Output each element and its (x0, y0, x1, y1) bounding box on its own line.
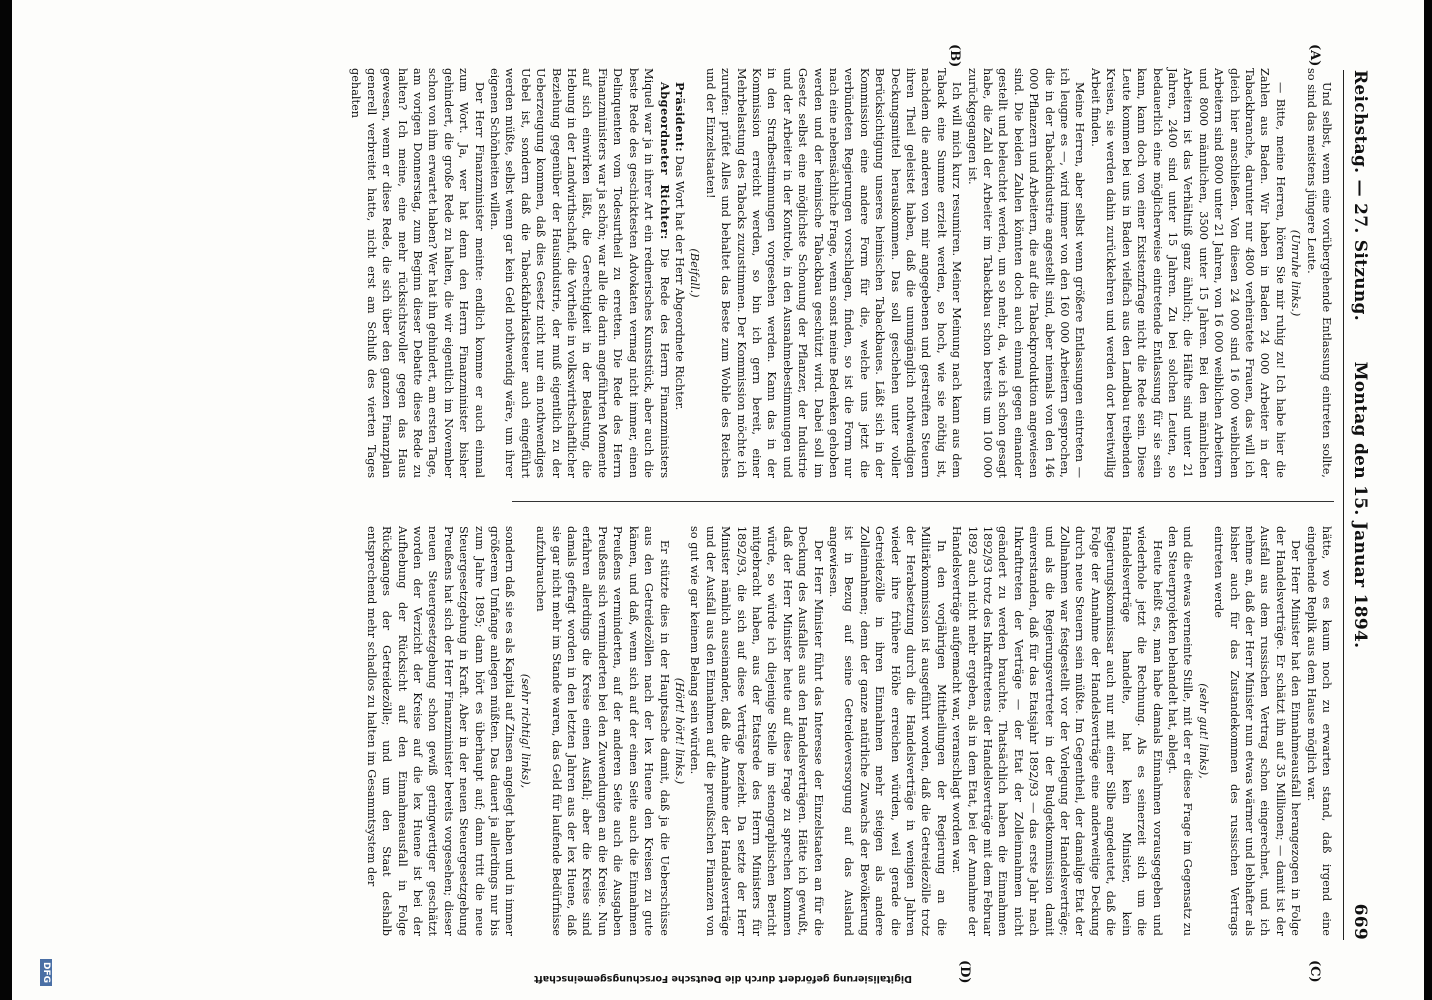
paragraph: Ich will mich kurz resumiren. Meiner Meinung nach kann aus dem Taback eine Summe erzielt werden, so hoch, wie sie nöthig ist, nachdem die anderen von mir angegebenen und gestreiften Steuern ihren Theil geleistet haben, daß die unumgänglich nothwendigen Deckungsmittel herauskommen. Das soll geschehen unter voller Berücksichtigung unseres heimischen Tabackbaues. Läßt sich in der Kommission eine andere Form für die, welche uns jetzt die verbündeten Regierungen vorschlagen, finden, so ist die Form nur nach eine nebensächliche Frage, wenn sonst meine Bedenken gehoben werden und der heimische Tabackbau geschützt wird. Dabei soll im Gesetz selbst eine möglichste Schonung der Pflanzer, der Industrie und der Arbeiter in der Kontrole, in den Ausnahmebestimmungen und in den Strafbestimmungen vorgesehen werden. Kann das in der Kommission erreicht werden, so bin ich gern bereit, einer Mehrbelastung des Tabacks zuzustimmen. Der Kommission möchte ich zurufen: prüfet Alles und behaltet das Beste zum Wohle des Reiches und der Einzelstaaten! (703, 68, 964, 478)
margin-label-a: (A) (1307, 44, 1322, 67)
paragraph: Meine Herren, aber selbst wenn größere Entlassungen eintreten — ich leugne es —, wird immer von den 160 000 Arbeitern gesprochen, die in der Tabackindustrie angestellt sind, aber niemals von den 146 000 Pflanzern und Arbeitern, die auf die Tabackproduktion angewiesen sind. Die beiden Zahlen könnten doch auch einmal gegen einander gestellt und beleuchtet werden, um so mehr, da, wie ich schon gesagt habe, die Zahl der Arbeiter im Tabackbau schon bereits um 100 000 zurückgegangen ist. (965, 68, 1087, 478)
column-divider (512, 501, 1334, 502)
scan-border-bottom (0, 0, 12, 1000)
paragraph: und die etwas verneinte Stille, mit der er diese Frage im Gegensatz zu den Steuerprojekten behandelt hat, ablegt. (1165, 526, 1195, 936)
header-session: Reichstag. — 27. Sitzung. (1350, 70, 1370, 321)
paragraph: — Bitte, meine Herren, hören Sie mir ruhig zu! Ich habe hier die Zahlen aus Baden. Wir haben in Baden 24 000 Arbeiter in der Tabackbranche, darunter nur 4800 verheiratete Frauen, das will ich gleich hier anschließen. Von diesen 24 000 sind 16 000 weiblichen Arbeitern sind 8000 unter 21 Jahren, von 16 000 weiblichen Arbeitern und 8000 männlichen, 3500 unter 15 Jahren. Bei den männlichen Arbeitern ist das Verhältniß ganz ähnlich; die Hälfte sind unter 21 Jahren, 2400 sind unter 15 Jahren. Zu bei solchen Leuten, so bedauerlich eine möglicherweise eintretende Entlassung für sie sein kann, kann doch von einer Existenzfrage nicht die Rede sein. Diese Leute kommen bei uns in Baden vielfach aus den Landbau treibenden Kreisen, sie werden dahin zurückkehren und werden dort bereitwillig Arbeit finden. (1088, 68, 1287, 478)
page-header (1343, 70, 1372, 940)
interjection: (sehr richtig! links), (518, 673, 532, 789)
paragraph: hätte, wo es kaum noch zu erwarten stand, daß irgend eine eingehende Replik aus dem Hause möglich war. (1304, 526, 1333, 936)
header-page-number: 669 (1350, 903, 1370, 940)
header-date: Montag den 15. Januar 1894. (1350, 361, 1370, 649)
interjection: (sehr gut! links), (1196, 683, 1210, 779)
paragraph: sondern daß sie es als Kapital auf Zinsen angelegt haben und in immer größerem Umfange anlegen müßten. Das dauert ja allerdings nur bis zum Jahre 1895; dann hört es überhaupt auf; dann tritt die neue Steuergesetzgebung in Kraft. Aber in der neuen Steuergesetzgebung Preußens hat sich der Herr Finanzminister bereits vorgesehen; dieser neuen Steuergesetzgebung schon gewiß geringwertiger geschätzt worden der Verzicht der Kreise auf die lex Huene ist bei der Aufhebung der Rücksicht auf den Einnahmeausfall in Folge Rückganges der Getreidezölle; und um den Staat deshalb entsprechend mehr schadlos zu halten im Gesammtsystem der (364, 526, 517, 936)
paragraph: In den vorjährigen Mittheilungen der Regierung an die Militärkommission ist ausgeführt worden, daß die Getreidezölle trotz der Herabsetzung durch die Handelsverträge in wenigen Jahren wieder ihre frühere Höhe erreichen würden, weil gerade die Getreidezölle in ihren Einnahmen mehr steigen als andere Zolleinnahmen; denn der ganze natürliche Zuwachs der Bevölkerung ist in Bezug auf seine Getreideversorgung auf das Ausland angewiesen. (827, 526, 948, 936)
paragraph: Der Herr Minister hat den Einnahmeausfall herangezogen in Folge der Handelsverträge. Er schätzt ihn auf 35 Millionen; — damit ist der Ausfall aus dem russischen Vertrag schon eingerechnet, und ich nehme an, daß der Herr Minister nun etwas wärmer und lebhafter als bisher auch für das Zustandekommen des russischen Vertrags eintreten werde (1212, 526, 1303, 936)
margin-label-d: (D) (957, 960, 972, 984)
digitization-credit-text: Digitalisierung gefördert durch die Deutsche Forschungsgemeinschaft (534, 973, 912, 984)
scan-border-top (1424, 0, 1432, 1000)
dfg-logo: DFG (40, 959, 52, 986)
paragraph: Heute heißt es, man habe damals Einnahmen vorausgegeben und wiederhole jetzt die Rechnung. Als es seinerzeit sich um die Handelsverträge handelte, hat kein Minister, kein Regierungskommissar auch nur mit einer Silbe angedeutet, daß die Folge der Annahme der Handelsverträge eine anderweitige Deckung durch neue Steuern sein müßte. Im Gegentheil, der damalige Etat der Zollnahmen war festgestellt vor der Vorlegung der Handelsverträge; und als die Regierungsvertreter in der Budgetkommission damit einverstanden, daß für das Etatsjahr 1892/93 — das erste Jahr nach Inkrafttreten der Verträge — der Etat der Zolleinnahmen nicht geändert zu werden brauchte. Thatsächlich haben die Einnahmen 1892/93 trotz des Inkrafttretens der Handelsverträge mit dem Februar 1892 auch nicht mehr ergeben, als in dem Etat, bei der Annahme der Handelsverträge aufgemacht war, veranschlagt worden war. (950, 526, 1164, 936)
text-column-right (364, 526, 1334, 936)
paragraph: Der Herr Minister führt das Interesse der Einzelstaaten an für die Deckung des Ausfalles aus den Handelsverträgen. Hätte ich gewußt, daß der Herr Minister heute auf diese Frage zu sprechen kommen würde, so würde ich diejenige Stelle im stenographischen Bericht mitgebracht haben, aus der Etatsrede des Herrn Ministers für 1892/93, die sich auf diese Verträge bezieht. Da setzte der Herr Minister nämlich auseinander, daß die Annahme der Handelsverträge und der Ausfall aus den Einnahmen auf die preußischen Finanzen von so gut wie gar keinem Belang sein würden. (688, 526, 825, 936)
paragraph: Er stützte dies in der Hauptsache damit, daß ja die Ueberschüsse aus den Getreidezöllen nach der lex Huene den Kreisen zu gute kämen, und daß, wenn sich auf der einen Seite auch die Einnahmen Preußens verminderten, auf der anderen Seite auch die Ausgaben Preußens sich verminderten bei den Zuwendungen an die Kreise. Nun erfahren allerdings die Kreise einen Ausfall; aber die Kreise sind damals gefragt worden in den letzten Jahren aus der lex Huene, daß sie gar nicht mehr im Stande waren, das Geld für laufende Bedürfnisse aufzubrauchen (534, 526, 671, 936)
interjection: (Beifall.) (688, 248, 702, 298)
interjection: (Unruhe links.) (1289, 229, 1303, 317)
paragraph: Und selbst, wenn eine vorübergehende Entlassung eintreten sollte, so sind das meistens jüngere Leute. (1304, 68, 1333, 478)
speaker-name: Präsident: (672, 82, 687, 153)
paragraph: Der Herr Finanzminister meinte: endlich komme er auch einmal zum Wort. Ja, wer hat denn den Herrn Finanzminister bisher gehindert, die große Rede zu halten, die wir eigentlich im November schon von ihm erwartet haben? Wer hat ihn gehindert, am ersten Tage, am vorigen Donnerstag, zum Beginn dieser Debatte diese Rede zu halten? Ich meine, eine mehr rücksichtsvoller gegen das Haus gewesen, wenn er diese Rede, die sich über den ganzen Finanzplan generell verbreitet hatte, nicht erst am Schluß des vierten Tages gehalten (349, 68, 486, 478)
margin-label-c: (C) (1307, 960, 1322, 983)
speaker-paragraph: Abgeordneter Richter: Die Rede des Herrn Finanzministers Miquel war ja in ihrer Art ein rednerisches Kunststück, aber auch die beste Rede des geschicktesten Advokaten vermag nicht immer, einen Delinquenten vom Todesurtheil zu erretten. Die Rede des Herrn Finanzministers war ja schön; war alle die darin angeführten Momente auf sich einwirken läßt, die Gerechtigkeit in der Belastung, die Hebung in der Landwirthschaft, die Vortheile in volkswirthschaftlicher Beziehung gegenüber der Hausindustrie, der muß eigentlich zu der Ueberzeugung kommen, daß dies Gesetz nicht nur ein nothwendiges Uebel ist, sondern daß die Tabackfabrikatsteuer auch eingeführt werden müßte, selbst wenn gar kein Geld nothwendig wäre, um ihrer eigenen Schönheiten willen. (488, 68, 672, 478)
speaker-name: Abgeordneter Richter: (657, 82, 672, 240)
digitization-credit (12, 970, 912, 990)
margin-label-b: (B) (947, 44, 962, 68)
text-column-left (349, 68, 1334, 478)
interjection: (Hört! hört! links.) (672, 677, 686, 785)
speaker-paragraph: Präsident: Das Wort hat der Herr Abgeordnete Richter. (672, 82, 687, 411)
